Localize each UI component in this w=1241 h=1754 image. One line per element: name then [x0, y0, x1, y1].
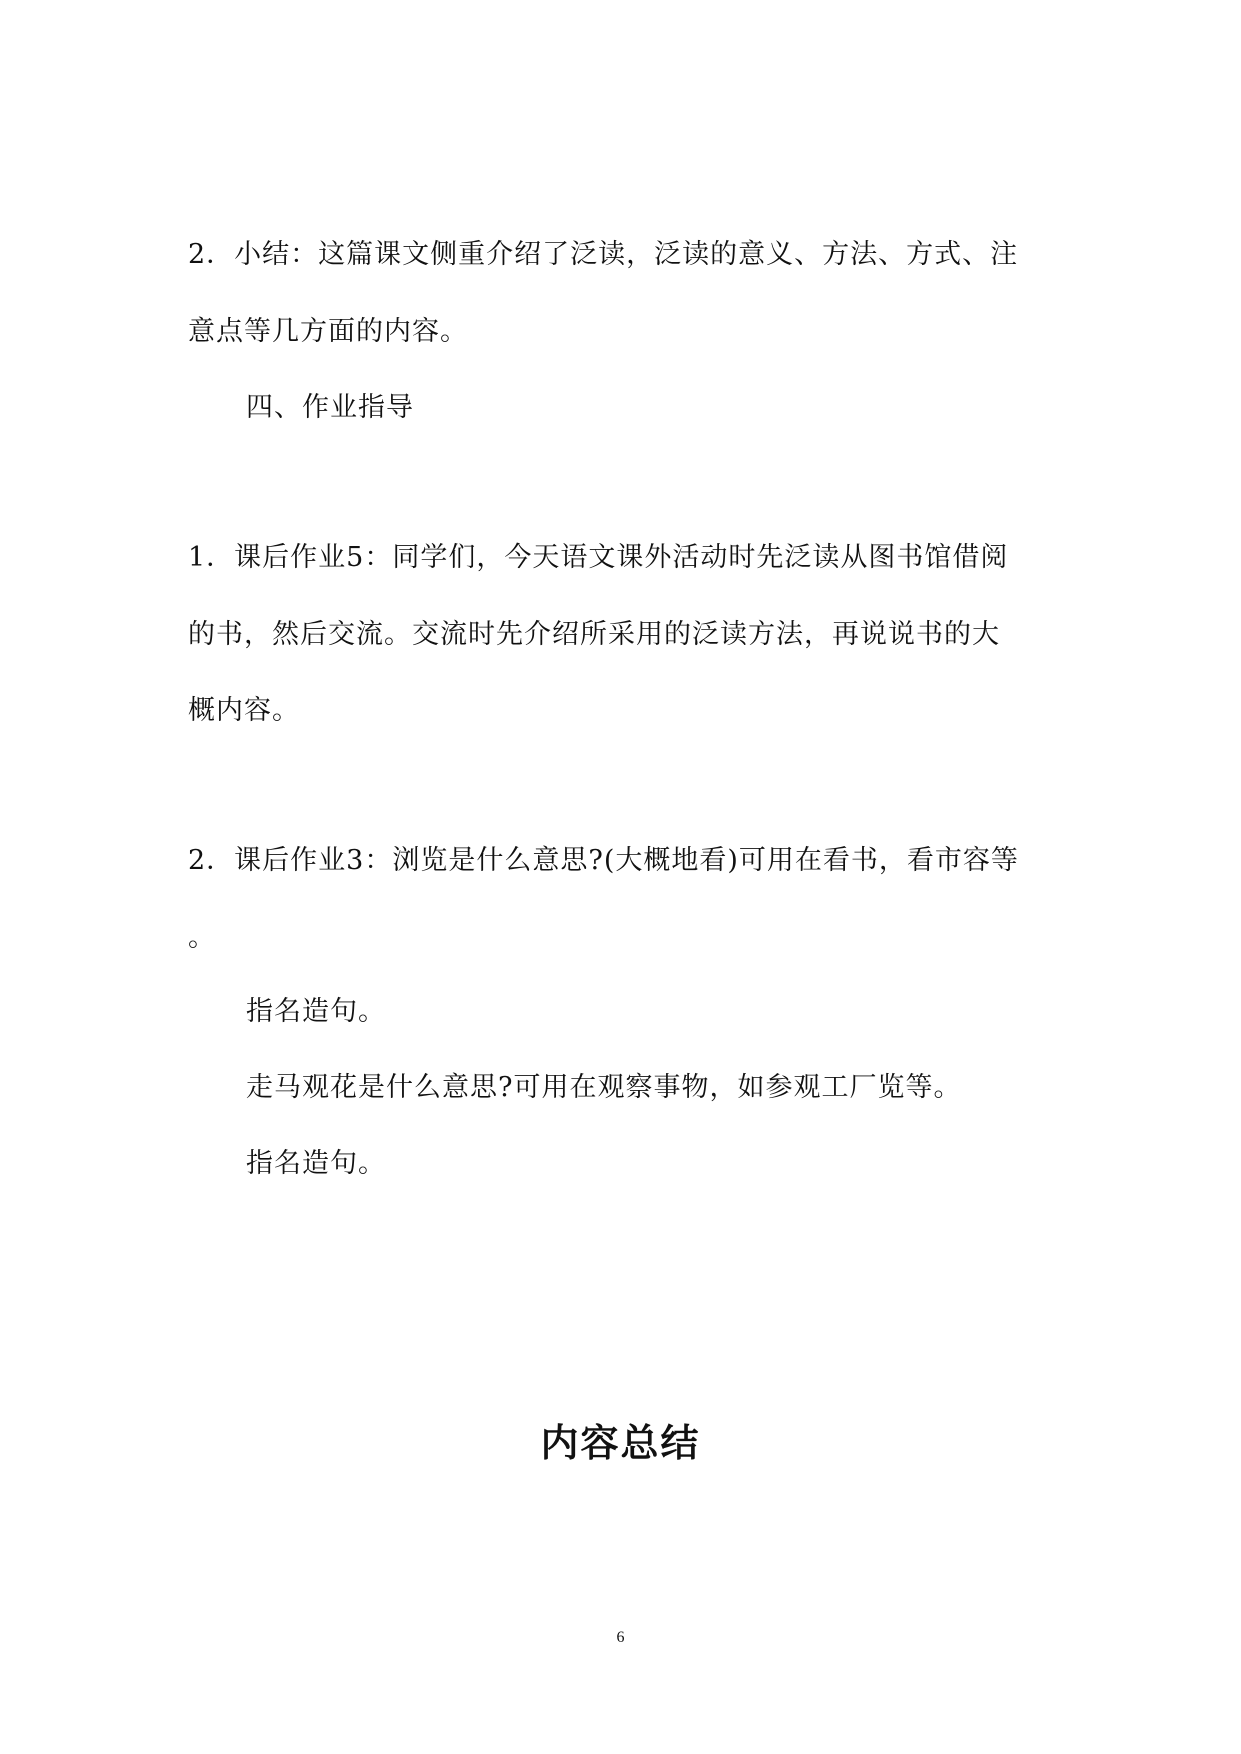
- idiom-question: 走马观花是什么意思?可用在观察事物，如参观工厂览等。: [246, 1072, 962, 1103]
- section-heading-homework: 四、作业指导: [246, 392, 414, 423]
- homework-1-line-2: 的书，然后交流。交流时先介绍所采用的泛读方法，再说说书的大: [188, 619, 1000, 650]
- homework-2-line-2: 。: [188, 922, 216, 953]
- make-sentence-1: 指名造句。: [246, 996, 386, 1027]
- make-sentence-2: 指名造句。: [246, 1148, 386, 1179]
- content-summary-heading: 内容总结: [540, 1421, 701, 1465]
- page-number: 6: [616, 1629, 625, 1646]
- summary-line-2: 意点等几方面的内容。: [188, 316, 468, 347]
- homework-1-line-3: 概内容。: [188, 695, 300, 726]
- homework-1-line-1: 1．课后作业5：同学们，今天语文课外活动时先泛读从图书馆借阅: [188, 542, 1009, 573]
- homework-2-line-1: 2．课后作业3：浏览是什么意思?(大概地看)可用在看书，看市容等: [188, 845, 1019, 876]
- summary-line-1: 2．小结：这篇课文侧重介绍了泛读，泛读的意义、方法、方式、注: [188, 239, 1019, 270]
